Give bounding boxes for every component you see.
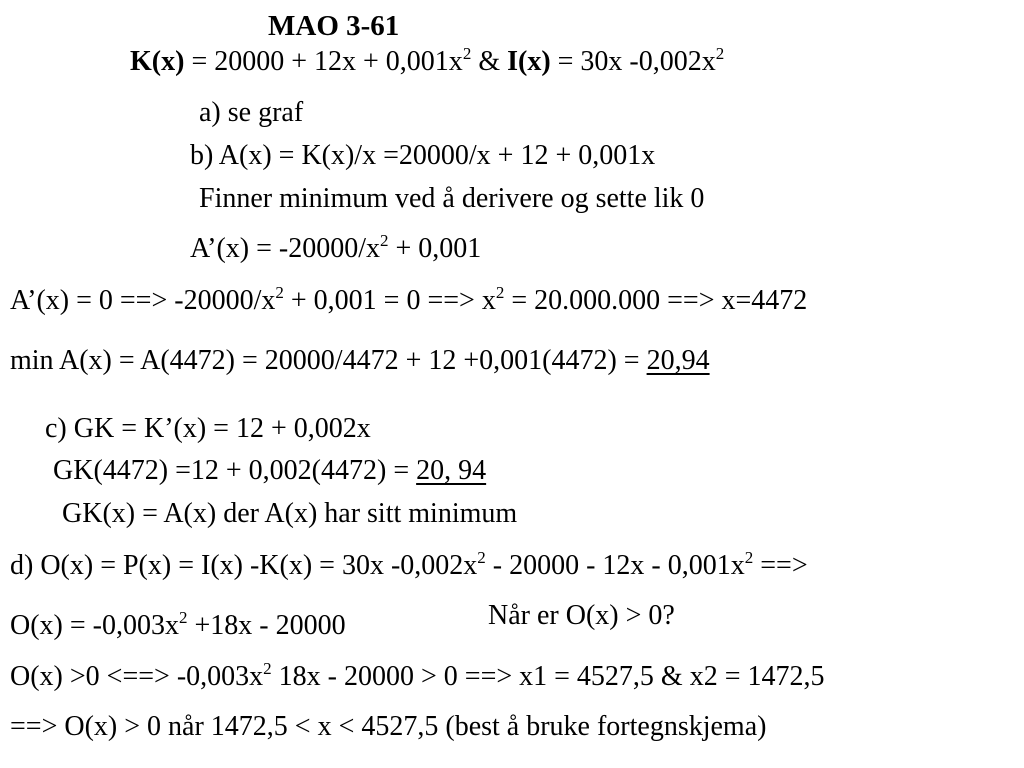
inequality-end: 18x - 20000 > 0 ==> x1 = 4527,5 & x2 = 1472,5 <box>271 661 825 692</box>
profit-simplified-start: O(x) = -0,003x <box>10 610 179 641</box>
i-expression: = 30x -0,002x <box>550 46 716 77</box>
derivative-tail: + 0,001 <box>388 233 482 264</box>
part-a: a) se graf <box>199 97 304 128</box>
k-label: K(x) <box>130 46 185 77</box>
equation-mid: + 0,001 = 0 ==> x <box>283 285 496 316</box>
derivative-expr: A’(x) = -20000/x <box>190 233 380 264</box>
exponent: 2 <box>462 44 472 63</box>
exponent: 2 <box>715 44 725 63</box>
part-c-line3: GK(x) = A(x) der A(x) har sitt minimum <box>62 498 518 529</box>
part-b-line5 <box>10 345 710 377</box>
part-d-line3 <box>10 661 825 693</box>
part-d-line2 <box>10 610 346 642</box>
part-b-line2: Finner minimum ved å derivere og sette lik 0 <box>199 183 705 214</box>
profit-expr-mid: - 20000 - 12x - 0,001x <box>485 550 745 581</box>
part-d-question: Når er O(x) > 0? <box>488 600 675 631</box>
i-label: I(x) <box>507 46 551 77</box>
profit-expr-start: d) O(x) = P(x) = I(x) -K(x) = 30x -0,002x <box>10 550 478 581</box>
k-expression: = 20000 + 12x + 0,001x <box>184 46 463 77</box>
gk-result: 20, 94 <box>416 455 487 486</box>
equation-end: = 20.000.000 ==> x=4472 <box>504 285 808 316</box>
exponent: 2 <box>744 548 754 567</box>
gk-expression: GK(4472) =12 + 0,002(4472) = <box>53 455 417 486</box>
part-b-line3 <box>190 233 481 265</box>
page-title: MAO 3-61 <box>268 10 400 42</box>
exponent: 2 <box>263 659 272 678</box>
part-b-line1: b) A(x) = K(x)/x =20000/x + 12 + 0,001x <box>190 140 656 171</box>
part-c-line1: c) GK = K’(x) = 12 + 0,002x <box>45 413 371 444</box>
exponent: 2 <box>477 548 486 567</box>
min-expression: min A(x) = A(4472) = 20000/4472 + 12 +0,001(4472) = <box>10 345 647 376</box>
exponent: 2 <box>178 608 188 627</box>
part-b-line4 <box>10 285 807 317</box>
profit-arrow: ==> <box>753 550 808 581</box>
exponent: 2 <box>379 231 389 250</box>
equation-start: A’(x) = 0 ==> -20000/x <box>10 285 276 316</box>
header-functions <box>130 46 724 78</box>
exponent: 2 <box>275 283 284 302</box>
part-d-line4: ==> O(x) > 0 når 1472,5 < x < 4527,5 (best å bruke fortegnskjema) <box>10 711 767 742</box>
part-c-line2 <box>53 455 486 487</box>
part-d-line1 <box>10 550 808 582</box>
exponent: 2 <box>495 283 505 302</box>
ampersand: & <box>471 46 508 77</box>
profit-simplified-end: +18x - 20000 <box>187 610 346 641</box>
min-result: 20,94 <box>646 345 710 376</box>
inequality-start: O(x) >0 <==> -0,003x <box>10 661 264 692</box>
